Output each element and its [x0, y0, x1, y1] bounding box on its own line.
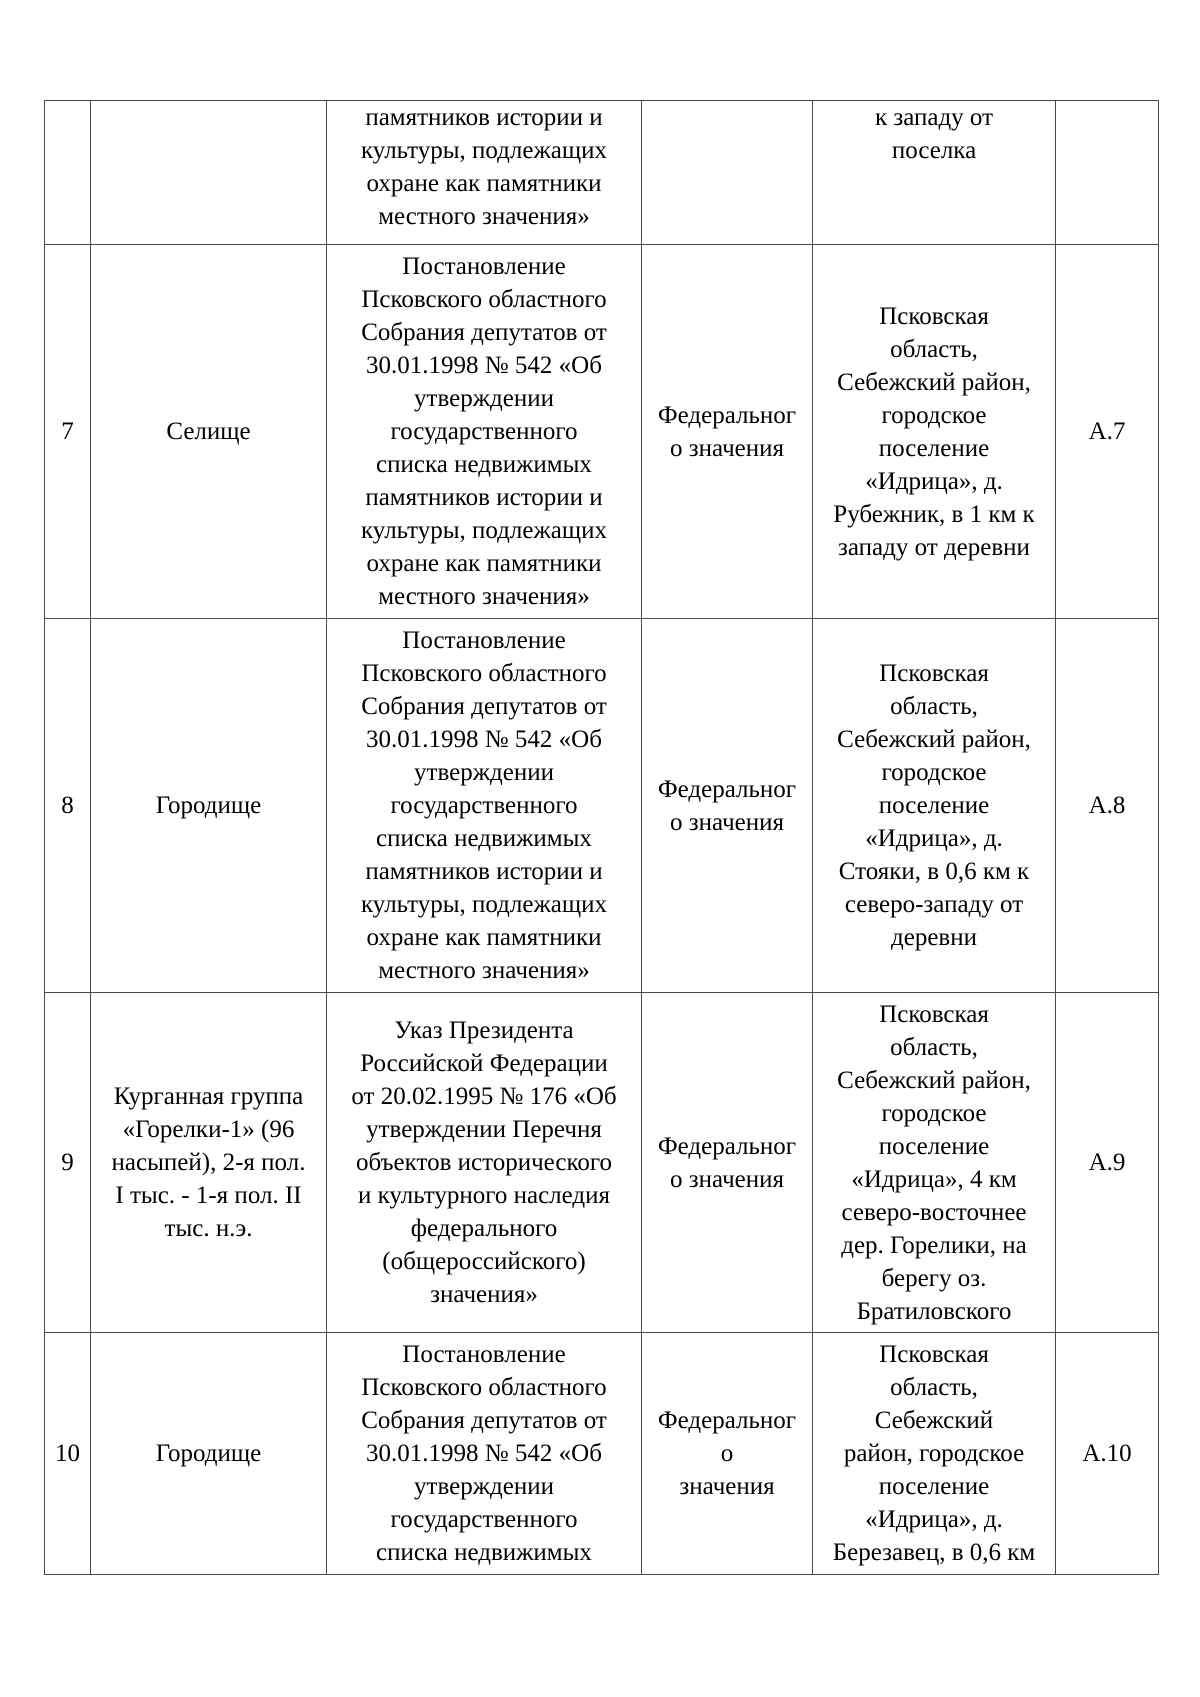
map-code-cell: А.10: [1056, 1333, 1159, 1575]
text-line: объектов исторического: [356, 1149, 612, 1176]
row-number-cell: 10: [45, 1333, 91, 1575]
legal-document-cell: [327, 1333, 642, 1575]
text-line: к западу от: [874, 104, 994, 131]
text-line: городское: [881, 401, 987, 429]
text-line: и культурного наследия: [357, 1182, 610, 1209]
text-line: 30.01.1998 № 542 «Об: [366, 352, 602, 379]
map-code-cell: [1056, 101, 1159, 245]
text-line: поселка: [891, 137, 977, 164]
object-name-cell: [91, 619, 327, 993]
text-line: Собрания депутатов от: [361, 693, 607, 720]
row-number-cell: 9: [45, 993, 91, 1333]
legal-document-cell: [327, 993, 642, 1333]
text-line: охране как памятники: [366, 550, 602, 577]
text-line: о значения: [669, 808, 785, 836]
legal-document-cell: [327, 619, 642, 993]
text-line: насыпей), 2-я пол.: [111, 1149, 306, 1176]
text-line: Постановление: [402, 627, 566, 654]
row-number-cell: 7: [45, 245, 91, 619]
text-line: 30.01.1998 № 542 «Об: [366, 1440, 602, 1467]
object-name-cell: [91, 993, 327, 1333]
text-line: поселение: [878, 434, 990, 462]
text-line: Селище: [166, 418, 251, 445]
text-line: местного значения»: [378, 957, 590, 984]
text-line: культуры, подлежащих: [361, 137, 607, 164]
map-code-cell: А.7: [1056, 245, 1159, 619]
text-line: Городище: [155, 1440, 262, 1467]
text-line: утверждении: [414, 385, 554, 412]
text-line: Указ Президента: [394, 1017, 574, 1044]
category-cell: [642, 619, 813, 993]
text-line: Федеральног: [657, 401, 797, 429]
text-line: берегу оз.: [881, 1264, 987, 1292]
text-line: государственного: [390, 792, 578, 819]
text-line: Псковского областного: [361, 660, 607, 687]
text-line: охране как памятники: [366, 924, 602, 951]
text-line: местного значения»: [378, 203, 590, 230]
text-line: Псковская: [879, 1000, 989, 1028]
text-line: о значения: [669, 1165, 785, 1193]
text-line: государственного: [390, 418, 578, 445]
text-line: памятников истории и: [365, 484, 603, 511]
text-line: Постановление: [402, 253, 566, 280]
text-line: утверждении: [414, 1473, 554, 1500]
map-code-cell: А.9: [1056, 993, 1159, 1333]
text-line: Собрания депутатов от: [361, 1407, 607, 1434]
text-line: (общероссийского): [382, 1248, 586, 1275]
text-line: о: [720, 1440, 734, 1467]
text-line: списка недвижимых: [376, 1539, 592, 1566]
location-cell: [813, 619, 1056, 993]
text-line: от 20.02.1995 № 176 «Об: [351, 1083, 617, 1110]
text-line: Российской Федерации: [360, 1050, 608, 1077]
text-line: культуры, подлежащих: [361, 891, 607, 918]
text-line: северо-западу от: [844, 891, 1024, 918]
text-line: Стояки, в 0,6 км к: [838, 858, 1030, 885]
category-cell: [642, 1333, 813, 1575]
text-line: Постановление: [402, 1341, 566, 1368]
text-line: дер. Горелики, на: [841, 1231, 1027, 1259]
text-line: о значения: [669, 434, 785, 462]
text-line: Курганная группа: [113, 1083, 304, 1110]
object-name-cell: [91, 245, 327, 619]
text-line: 30.01.1998 № 542 «Об: [366, 726, 602, 753]
table-row: [45, 1333, 1159, 1575]
text-line: государственного: [390, 1506, 578, 1533]
text-line: западу от деревни: [838, 533, 1030, 561]
row-number-cell: 8: [45, 619, 91, 993]
text-line: Городище: [155, 792, 262, 819]
location-cell: [813, 993, 1056, 1333]
row-number-cell: [45, 101, 91, 245]
text-line: Псковская: [879, 1341, 989, 1368]
text-line: деревни: [891, 924, 977, 951]
text-line: поселение: [878, 1473, 990, 1500]
table-row: [45, 619, 1159, 993]
text-line: культуры, подлежащих: [361, 517, 607, 544]
text-line: списка недвижимых: [376, 451, 592, 478]
text-line: «Идрица», 4 км: [851, 1165, 1017, 1193]
text-line: Федеральног: [657, 1132, 797, 1160]
category-cell: [642, 993, 813, 1333]
text-line: памятников истории и: [365, 104, 603, 131]
table-row: [45, 245, 1159, 619]
text-line: значения»: [430, 1281, 538, 1308]
text-line: «Идрица», д.: [865, 825, 1003, 852]
object-name-cell: [91, 101, 327, 245]
text-line: Себежский район,: [837, 1066, 1031, 1094]
text-line: памятников истории и: [365, 858, 603, 885]
text-line: Федеральног: [657, 1407, 797, 1434]
text-line: Федеральног: [657, 775, 797, 803]
text-line: «Идрица», д.: [865, 467, 1003, 495]
legal-document-cell: [327, 101, 642, 245]
text-line: поселение: [878, 792, 990, 819]
text-line: утверждении Перечня: [366, 1116, 602, 1143]
text-line: Себежский: [874, 1407, 994, 1434]
location-cell: [813, 101, 1056, 245]
text-line: Псковского областного: [361, 286, 607, 313]
text-line: тыс. н.э.: [164, 1215, 253, 1242]
text-line: область,: [890, 693, 978, 720]
text-line: Себежский район,: [837, 726, 1031, 753]
text-line: Псковская: [879, 660, 989, 687]
text-line: городское: [881, 1099, 987, 1127]
map-code-cell: А.8: [1056, 619, 1159, 993]
text-line: I тыс. - 1-я пол. II: [115, 1182, 302, 1209]
heritage-objects-table: [44, 100, 1159, 1575]
table-row: [45, 993, 1159, 1333]
text-line: утверждении: [414, 759, 554, 786]
text-line: Рубежник, в 1 км к: [833, 500, 1035, 528]
text-line: Псковского областного: [361, 1374, 607, 1401]
text-line: область,: [890, 1374, 978, 1401]
text-line: местного значения»: [378, 583, 590, 610]
table-row: [45, 101, 1159, 245]
text-line: охране как памятники: [366, 170, 602, 197]
text-line: Собрания депутатов от: [361, 319, 607, 346]
text-line: «Горелки-1» (96: [122, 1116, 295, 1143]
object-name-cell: [91, 1333, 327, 1575]
text-line: северо-восточнее: [841, 1198, 1027, 1226]
location-cell: [813, 1333, 1056, 1575]
category-cell: [642, 245, 813, 619]
text-line: федерального: [410, 1215, 558, 1242]
text-line: Березавец, в 0,6 км: [832, 1539, 1036, 1566]
text-line: область,: [890, 335, 978, 363]
text-line: списка недвижимых: [376, 825, 592, 852]
text-line: Братиловского: [856, 1297, 1012, 1325]
text-line: область,: [890, 1033, 978, 1061]
text-line: Псковская: [879, 302, 989, 330]
text-line: район, городское: [843, 1440, 1025, 1467]
category-cell: [642, 101, 813, 245]
location-cell: [813, 245, 1056, 619]
text-line: городское: [881, 759, 987, 786]
text-line: Себежский район,: [837, 368, 1031, 396]
text-line: «Идрица», д.: [865, 1506, 1003, 1533]
legal-document-cell: [327, 245, 642, 619]
text-line: значения: [679, 1473, 775, 1500]
text-line: поселение: [878, 1132, 990, 1160]
